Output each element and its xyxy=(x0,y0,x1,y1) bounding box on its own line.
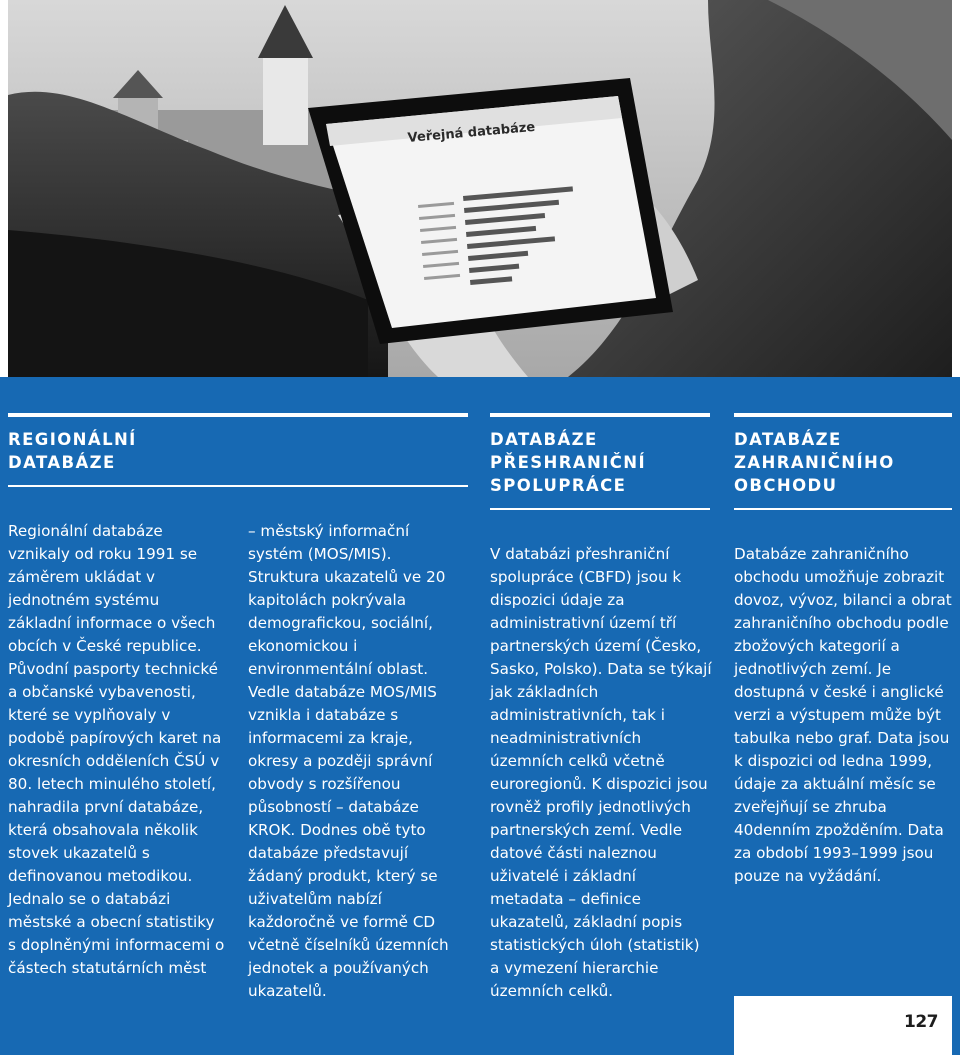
trade-body: Databáze zahraničního obchodu umožňuje zobrazit dovoz, vývoz, bilanci a obrat zahraničního obchodu podle zbožových kategorií a jednotlivých zemí. Je dostupná v české i anglické verzi a výstupem může být tabulka nebo graf. Data jsou k dispozici od ledna 1999, údaje za aktuální měsíc se zveřejňují se zhruba 40denním zpožděním. Data za období 1993–1999 jsou pouze na vyžádání. xyxy=(734,545,952,885)
regional-body-col1: Regionální databáze vznikaly od roku 1991 se záměrem ukládat v jednotném systému základní informace o všech obcích v České republice. Původní pasporty technické a občanské vybavenosti, které se vyplňovaly v podobě papírových karet na okresních odděleních ČSÚ v 80. letech minulého století, nahradila první databáze, která obsahovala několik stovek ukazatelů s definovanou metodikou. Jednalo se o databázi městské a obecní statistiky s doplněnými informacemi o částech statutárních měst xyxy=(8,522,225,977)
regional-bottom-rule xyxy=(8,485,468,487)
trade-heading: DATABÁZE ZAHRANIČNÍHO OBCHODU xyxy=(734,430,895,495)
regional-heading: REGIONÁLNÍ DATABÁZE xyxy=(8,430,137,472)
tablet-photo-illustration xyxy=(8,0,952,377)
crossborder-bottom-rule xyxy=(490,508,710,510)
crossborder-top-rule xyxy=(490,413,710,417)
page-number-box xyxy=(734,996,952,1055)
crossborder-body: V databázi přeshraniční spolupráce (CBFD) jsou k dispozici údaje za administrativní území tří partnerských území (Česko, Sasko, Polsko). Data se týkají jak základních administrativních, tak i neadministrativních územních celků včetně euroregionů. K dispozici jsou rovněž profily jednotlivých partnerských zemí. Vedle datové části naleznou uživatelé i základní metadata – definice ukazatelů, základní popis statistických úloh (statistik) a vymezení hierarchie územních celků. xyxy=(490,545,712,1000)
tablet-heading: Veřejná databáze xyxy=(407,119,536,146)
header-photo xyxy=(8,0,952,377)
regional-top-rule xyxy=(8,413,468,417)
crossborder-heading: DATABÁZE PŘESHRANIČNÍ SPOLUPRÁCE xyxy=(490,430,647,495)
page-number: 127 xyxy=(904,1012,938,1032)
regional-body-col2: – městský informační systém (MOS/MIS). Struktura ukazatelů ve 20 kapitolách pokrývala demografickou, sociální, ekonomickou i environmentální oblast. Vedle databáze MOS/MIS vznikla i databáze s informacemi za kraje, okresy a později správní obvody s rozšířenou působností – databáze KROK. Dodnes obě tyto databáze představují žádaný produkt, který se uživatelům nabízí každoročně ve formě CD včetně číselníků územních jednotek a používaných ukazatelů. xyxy=(248,522,449,1000)
trade-top-rule xyxy=(734,413,952,417)
trade-bottom-rule xyxy=(734,508,952,510)
